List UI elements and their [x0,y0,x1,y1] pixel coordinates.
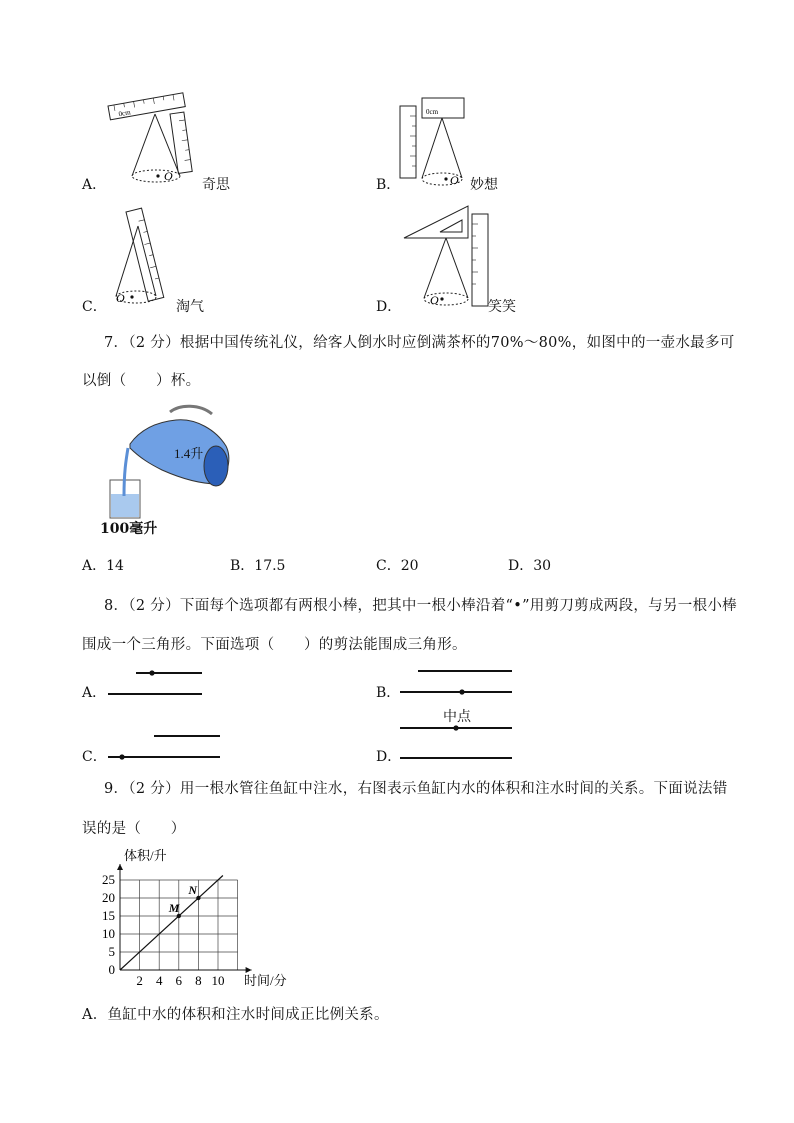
x-tick-label: 6 [175,973,183,988]
option-c[interactable]: C．20 [376,558,419,574]
option-letter[interactable]: C． [82,749,107,765]
x-axis-label: 时间/分 [244,973,287,988]
x-tick-label: 4 [155,973,163,988]
point-label: N [188,883,198,897]
sticks-figure-a [100,664,210,700]
question-7-text-line1: 7．（2 分）根据中国传统礼仪，给客人倒水时应倒满茶杯的70%～80%，如图中的一壶水最多可 [104,335,735,351]
option-name: 淘气 [176,299,204,315]
teapot-and-cup-figure [100,400,240,520]
x-tick-label: 2 [136,973,143,988]
option-a-statement[interactable]: A．鱼缸中水的体积和注水时间成正比例关系。 [82,1007,389,1023]
x-tick-label: 8 [195,973,202,988]
question-8-text-line1: 8．（2 分）下面每个选项都有两根小棒，把其中一根小棒沿着“•”用剪刀剪成两段，与另一根小棒 [104,598,737,614]
point-label: M [168,901,180,915]
svg-text:O: O [116,291,125,305]
option-letter[interactable]: D． [376,749,402,765]
y-tick-label: 10 [102,926,115,941]
pot-volume-label: 1.4升 [174,446,204,461]
option-name: 奇思 [202,177,230,193]
x-tick-label: 10 [211,973,225,988]
question-9-text-line1: 9．（2 分）用一根水管往鱼缸中注水，右图表示鱼缸内水的体积和注水时间的关系。下面说法错 [104,781,728,797]
option-letter[interactable]: B． [376,685,401,701]
option-letter[interactable]: C． [82,299,107,315]
svg-text:0cm: 0cm [426,108,439,116]
volume-time-chart [96,846,296,992]
svg-text:O: O [430,293,439,307]
y-tick-label: 15 [102,908,115,923]
y-tick-label: 20 [102,890,115,905]
y-axis-label: 体积/升 [124,848,167,863]
option-letter[interactable]: D． [376,299,402,315]
option-letter[interactable]: B． [376,177,401,193]
y-tick-label: 0 [108,962,115,977]
option-b[interactable]: B．17.5 [230,558,286,574]
option-name: 笑笑 [488,299,516,315]
ruler-label: 0cm [117,108,132,119]
question-7-text-line2: 以倒（ ）杯。 [82,373,201,389]
vertex-o-label: O [164,169,173,183]
option-name: 妙想 [470,177,498,193]
sticks-figure-c [100,728,226,764]
sticks-figure-d [394,720,520,764]
cone-ruler-figure-d [400,200,496,310]
midpoint-label: 中点 [443,709,471,725]
y-axis-arrow [117,864,123,870]
question-8-text-line2: 围成一个三角形。下面选项（ ）的剪法能围成三角形。 [82,637,467,653]
cone-ruler-figure-a [100,88,210,192]
y-tick-label: 5 [108,944,115,959]
option-d[interactable]: D．30 [508,558,552,574]
series-line [120,876,223,971]
sticks-figure-b [394,664,520,700]
cone-ruler-figure-c [104,206,188,310]
svg-text:O: O [450,173,459,187]
option-letter[interactable]: A． [82,685,107,701]
question-9-text-line2: 误的是（ ） [82,821,186,837]
option-letter[interactable]: A． [82,177,107,193]
option-a[interactable]: A．14 [82,558,124,574]
cup-volume-label: 100毫升 [100,521,158,537]
y-tick-label: 25 [102,872,115,887]
